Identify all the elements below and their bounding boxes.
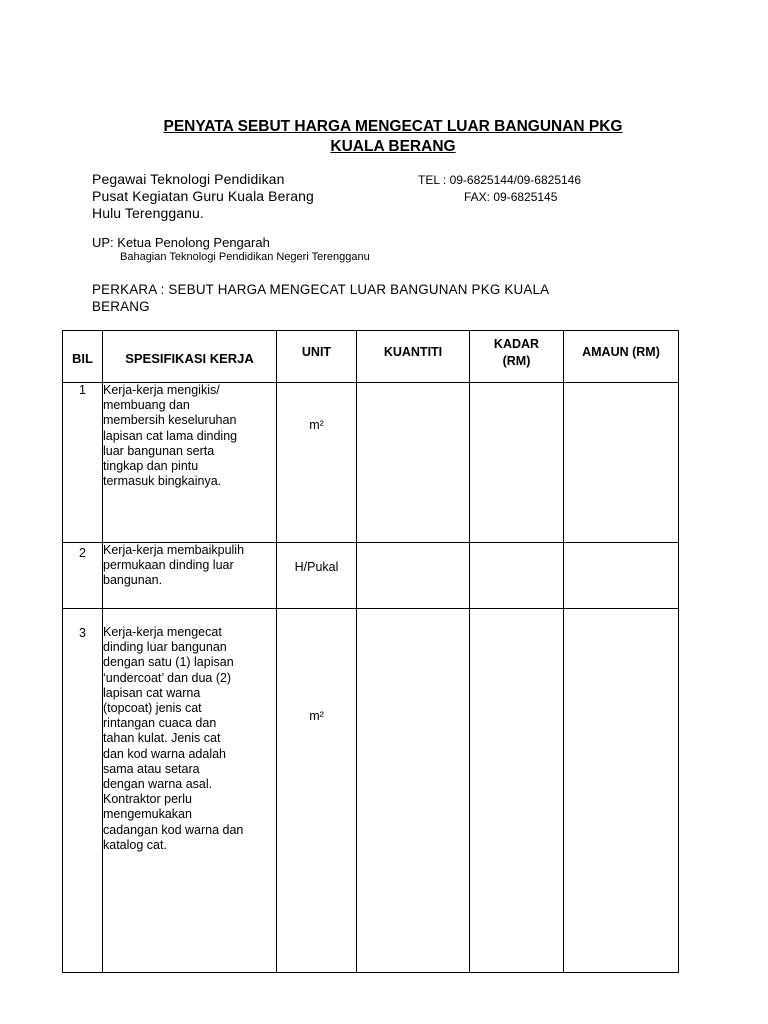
sender-line3: Hulu Terengganu. [92, 205, 204, 221]
row-spec: Kerja-kerja mengikis/ membuang dan membersih keseluruhan lapisan cat lama dinding luar bangunan serta tingkap dan pintu termasuk bingkainya. [103, 383, 277, 543]
row-kadar [470, 609, 564, 973]
header-bil: BIL [63, 331, 103, 383]
row-kuantiti [357, 383, 470, 543]
table-row [63, 383, 679, 543]
row-amaun [564, 543, 679, 609]
row-unit: m² [277, 383, 357, 543]
header-kadar: KADAR (RM) [470, 331, 564, 383]
row-kadar [470, 383, 564, 543]
table-row [63, 609, 679, 973]
row-spec: Kerja-kerja membaikpulih permukaan dinding luar bangunan. [103, 543, 277, 609]
attention-line1: UP: Ketua Penolong Pengarah [92, 235, 270, 250]
table-row [63, 543, 679, 609]
telephone-number: TEL : 09-6825144/09-6825146 [418, 173, 582, 187]
subject-line1: PERKARA : SEBUT HARGA MENGECAT LUAR BANGUNAN PKG KUALA [92, 282, 550, 297]
row-unit: m² [277, 609, 357, 973]
row-kadar [470, 543, 564, 609]
row-unit: H/Pukal [277, 543, 357, 609]
header-amaun: AMAUN (RM) [564, 331, 679, 383]
sender-line1: Pegawai Teknologi Pendidikan [92, 171, 285, 187]
document-title-line1: PENYATA SEBUT HARGA MENGECAT LUAR BANGUNAN PKG [163, 118, 623, 135]
sender-line2: Pusat Kegiatan Guru Kuala Berang [92, 188, 314, 204]
row-number: 1 [63, 383, 103, 543]
quotation-table [62, 330, 679, 973]
row-spec: Kerja-kerja mengecat dinding luar bangunan dengan satu (1) lapisan ‘undercoat’ dan dua (2) lapisan cat warna (topcoat) jenis cat rintangan cuaca dan tahan kulat. Jenis cat dan kod warna adalah sama atau setara dengan warna asal. Kontraktor perlu mengemukakan cadangan kod warna dan katalog cat. [103, 609, 277, 973]
row-number: 3 [63, 609, 103, 973]
row-amaun [564, 383, 679, 543]
subject-line2: BERANG [92, 299, 150, 314]
row-amaun [564, 609, 679, 973]
row-number: 2 [63, 543, 103, 609]
fax-number: FAX: 09-6825145 [464, 190, 558, 204]
header-unit: UNIT [277, 331, 357, 383]
row-kuantiti [357, 609, 470, 973]
attention-line2: Bahagian Teknologi Pendidikan Negeri Terengganu [120, 251, 370, 263]
row-kuantiti [357, 543, 470, 609]
header-spec: SPESIFIKASI KERJA [103, 331, 277, 383]
document-title-line2: KUALA BERANG [330, 138, 456, 155]
table-header-row [63, 331, 679, 383]
header-kuantiti: KUANTITI [357, 331, 470, 383]
